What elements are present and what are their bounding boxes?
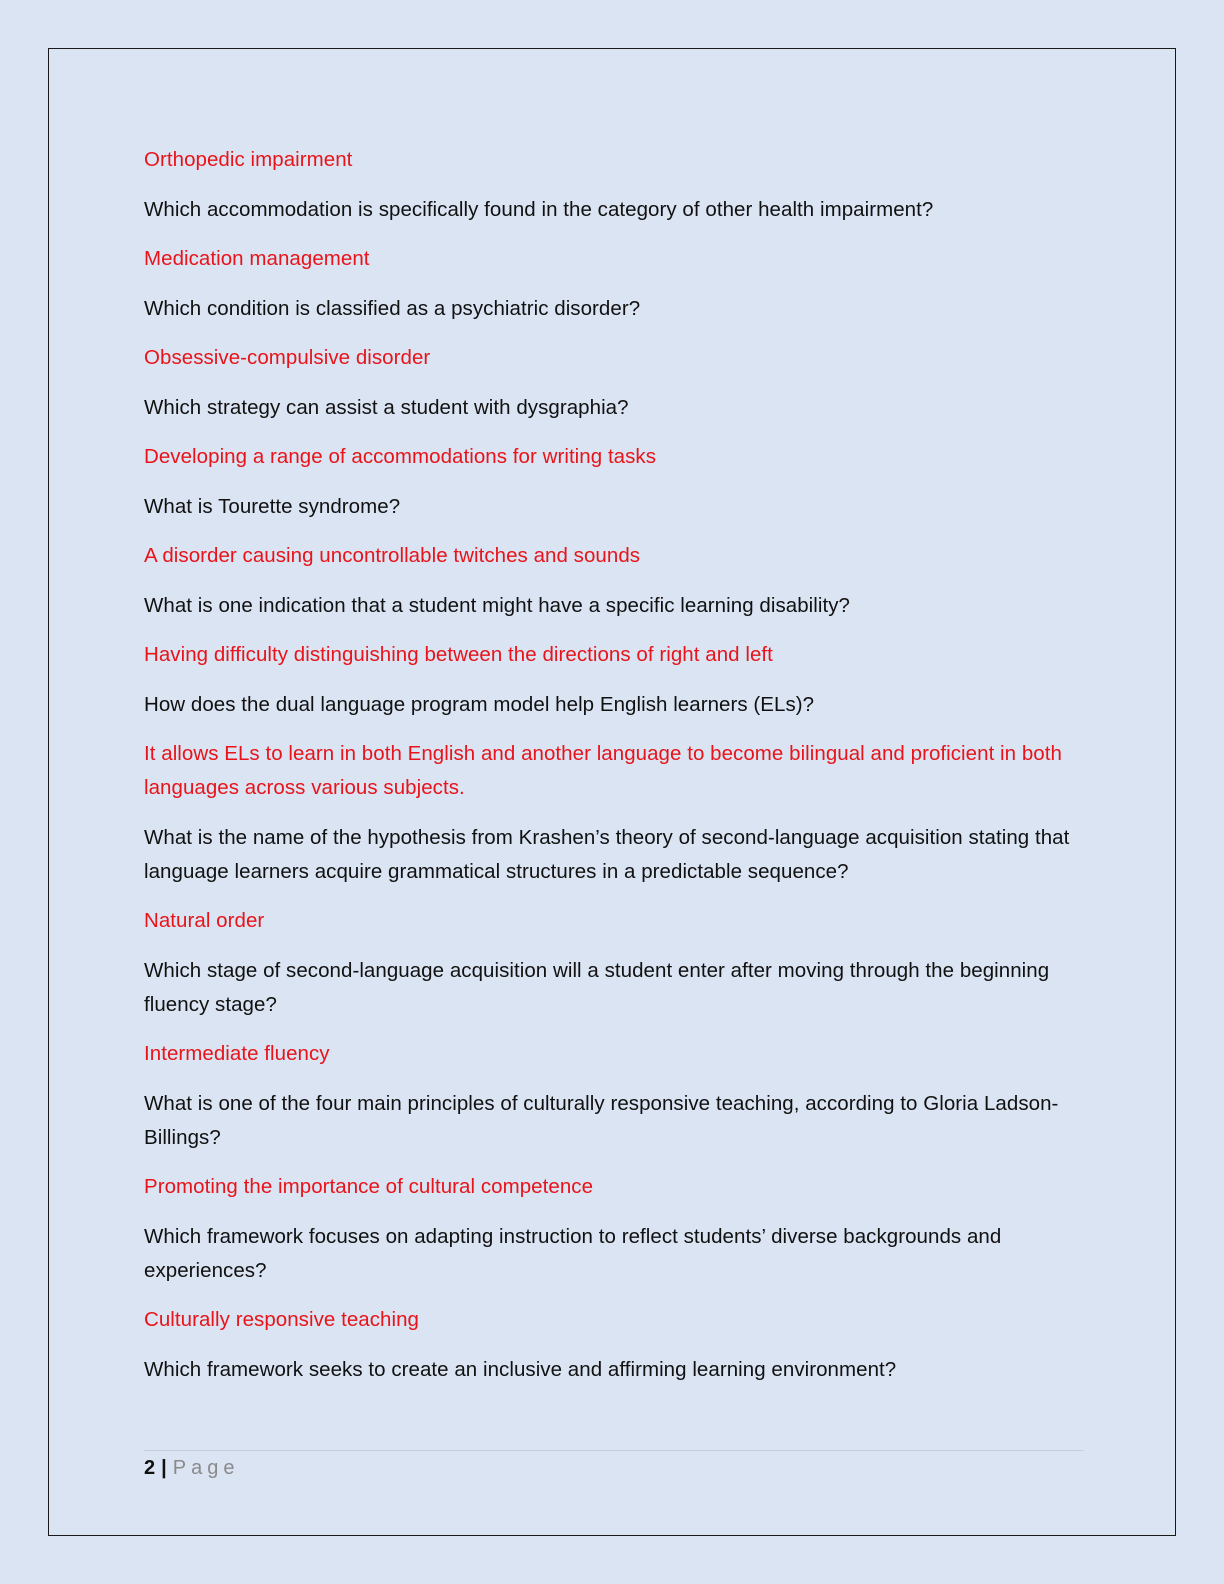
question-text: Which strategy can assist a student with dysgraphia? (144, 395, 629, 419)
question-text: How does the dual language program model help English learners (ELs)? (144, 692, 815, 716)
answer-text: Medication management (144, 247, 370, 270)
question-text: Which condition is classified as a psychiatric disorder? (144, 296, 641, 320)
footer-separator: | (161, 1457, 167, 1479)
document-body (144, 143, 1084, 1402)
answer-text: A disorder causing uncontrollable twitches and sounds (144, 544, 641, 567)
page-label: Page (172, 1457, 240, 1479)
question-text: Which framework seeks to create an inclusive and affirming learning environment? (144, 1357, 897, 1381)
answer-text: It allows ELs to learn in both English and another language to become bilingual and proficient in both languages across various subjects. (144, 742, 1062, 799)
question-text: Which framework focuses on adapting instruction to reflect students’ diverse backgrounds and experiences? (144, 1224, 1002, 1282)
answer-text: Promoting the importance of cultural competence (144, 1175, 594, 1198)
answer-text: Having difficulty distinguishing between the directions of right and left (144, 643, 773, 666)
question-text: What is one of the four main principles of culturally responsive teaching, according to Gloria Ladson-Billings? (144, 1091, 1059, 1149)
question-text: Which accommodation is specifically found in the category of other health impairment? (144, 197, 934, 221)
question-text: What is Tourette syndrome? (144, 494, 401, 518)
answer-text: Obsessive-compulsive disorder (144, 346, 431, 369)
page-number: 2 (144, 1457, 156, 1479)
answer-text: Orthopedic impairment (144, 148, 353, 171)
answer-text: Culturally responsive teaching (144, 1308, 419, 1331)
question-text: What is the name of the hypothesis from Krashen’s theory of second-language acquisition stating that language learners acquire grammatical structures in a predictable sequence? (144, 825, 1070, 883)
answer-text: Developing a range of accommodations for writing tasks (144, 445, 657, 468)
answer-text: Natural order (144, 909, 265, 932)
footer-divider (144, 1450, 1084, 1451)
question-text: Which stage of second-language acquisition will a student enter after moving through the beginning fluency stage? (144, 958, 1050, 1016)
answer-text: Intermediate fluency (144, 1042, 330, 1065)
page-footer (144, 1453, 239, 1483)
question-text: What is one indication that a student might have a specific learning disability? (144, 593, 850, 617)
